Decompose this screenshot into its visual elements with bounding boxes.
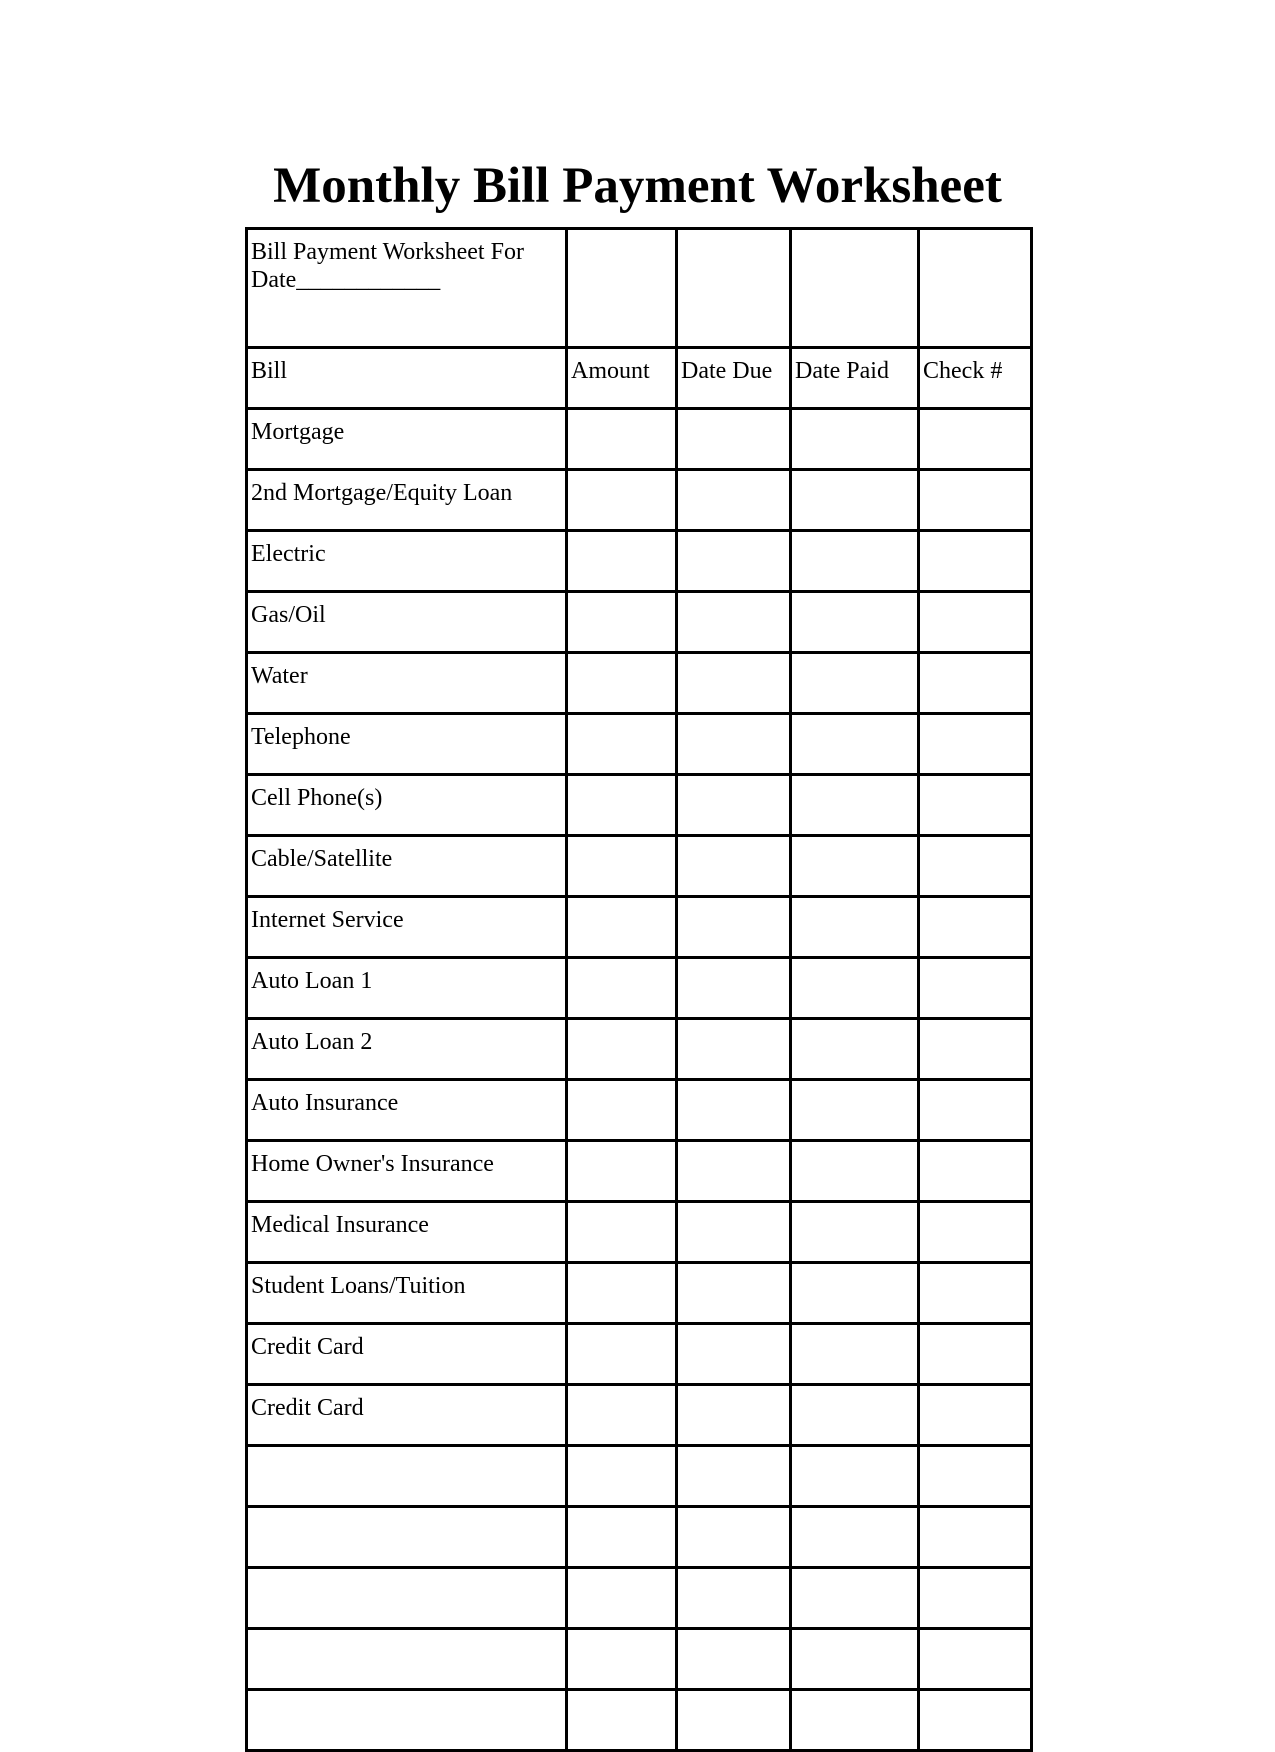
amount-cell[interactable]: [567, 470, 677, 531]
check-number-cell[interactable]: [919, 897, 1032, 958]
bill-row: [247, 409, 1032, 470]
bill-name-cell[interactable]: Electric: [247, 531, 567, 592]
bill-row: [247, 653, 1032, 714]
amount-cell[interactable]: [567, 1324, 677, 1385]
amount-cell[interactable]: [567, 531, 677, 592]
bill-name-cell[interactable]: Credit Card: [247, 1324, 567, 1385]
amount-cell[interactable]: [567, 1263, 677, 1324]
amount-cell[interactable]: [567, 714, 677, 775]
bill-name-cell[interactable]: Credit Card: [247, 1385, 567, 1446]
bill-row: [247, 592, 1032, 653]
blank-cell[interactable]: [567, 229, 677, 348]
bill-name-cell[interactable]: Telephone: [247, 714, 567, 775]
check-number-cell[interactable]: [919, 592, 1032, 653]
bill-name-cell[interactable]: Medical Insurance: [247, 1202, 567, 1263]
worksheet-info-cell[interactable]: [247, 229, 567, 348]
bill-row: [247, 1202, 1032, 1263]
amount-cell[interactable]: [567, 836, 677, 897]
date-paid-cell[interactable]: [791, 1019, 919, 1080]
amount-cell[interactable]: [567, 653, 677, 714]
bill-name-cell[interactable]: [247, 1507, 567, 1568]
bill-name-cell[interactable]: Cell Phone(s): [247, 775, 567, 836]
date-paid-cell[interactable]: [791, 1507, 919, 1568]
date-due-cell[interactable]: [677, 1263, 791, 1324]
bill-name-cell[interactable]: Water: [247, 653, 567, 714]
date-paid-cell[interactable]: [791, 1263, 919, 1324]
date-paid-cell[interactable]: [791, 1446, 919, 1507]
column-header-bill: Bill: [247, 348, 567, 409]
bill-row: [247, 1629, 1032, 1690]
bill-name-cell[interactable]: Auto Insurance: [247, 1080, 567, 1141]
amount-cell[interactable]: [567, 1507, 677, 1568]
date-paid-cell[interactable]: [791, 470, 919, 531]
bill-name-cell[interactable]: Auto Loan 1: [247, 958, 567, 1019]
date-paid-cell[interactable]: [791, 1629, 919, 1690]
blank-cell[interactable]: [791, 229, 919, 348]
date-paid-cell[interactable]: [791, 1141, 919, 1202]
check-number-cell[interactable]: [919, 775, 1032, 836]
date-paid-cell[interactable]: [791, 1202, 919, 1263]
date-due-cell[interactable]: [677, 531, 791, 592]
bill-name-cell[interactable]: [247, 1568, 567, 1629]
amount-cell[interactable]: [567, 1080, 677, 1141]
date-paid-cell[interactable]: [791, 592, 919, 653]
bill-row: [247, 1507, 1032, 1568]
bill-name-cell[interactable]: Internet Service: [247, 897, 567, 958]
date-due-cell[interactable]: [677, 1568, 791, 1629]
bill-row: [247, 1568, 1032, 1629]
column-header-date-due: Date Due: [677, 348, 791, 409]
date-paid-cell[interactable]: [791, 1080, 919, 1141]
column-header-row: [247, 348, 1032, 409]
date-paid-cell[interactable]: [791, 1690, 919, 1751]
bill-name-cell[interactable]: [247, 1446, 567, 1507]
amount-cell[interactable]: [567, 897, 677, 958]
bill-name-cell[interactable]: [247, 1690, 567, 1751]
amount-cell[interactable]: [567, 1690, 677, 1751]
bill-name-cell[interactable]: [247, 1629, 567, 1690]
date-due-cell[interactable]: [677, 1080, 791, 1141]
worksheet-for-label: Bill Payment Worksheet For: [251, 239, 524, 265]
amount-cell[interactable]: [567, 1019, 677, 1080]
bill-name-cell[interactable]: Home Owner's Insurance: [247, 1141, 567, 1202]
date-due-cell[interactable]: [677, 653, 791, 714]
bill-row: [247, 775, 1032, 836]
check-number-cell[interactable]: [919, 1141, 1032, 1202]
bill-row: [247, 1263, 1032, 1324]
check-number-cell[interactable]: [919, 714, 1032, 775]
date-due-cell[interactable]: [677, 1202, 791, 1263]
bill-payment-table: [245, 227, 1033, 1752]
check-number-cell[interactable]: [919, 653, 1032, 714]
bill-row: [247, 1141, 1032, 1202]
page-title: Monthly Bill Payment Worksheet: [273, 158, 1002, 214]
amount-cell[interactable]: [567, 1629, 677, 1690]
check-number-cell[interactable]: [919, 1690, 1032, 1751]
bill-name-cell[interactable]: 2nd Mortgage/Equity Loan: [247, 470, 567, 531]
column-header-check-number: Check #: [919, 348, 1032, 409]
date-paid-cell[interactable]: [791, 897, 919, 958]
column-header-date-paid: Date Paid: [791, 348, 919, 409]
date-due-cell[interactable]: [677, 1019, 791, 1080]
check-number-cell[interactable]: [919, 836, 1032, 897]
date-due-cell[interactable]: [677, 775, 791, 836]
check-number-cell[interactable]: [919, 1202, 1032, 1263]
date-due-cell[interactable]: [677, 1690, 791, 1751]
bill-row: [247, 1324, 1032, 1385]
bill-row: [247, 897, 1032, 958]
blank-cell[interactable]: [919, 229, 1032, 348]
amount-cell[interactable]: [567, 1202, 677, 1263]
bill-name-cell[interactable]: Gas/Oil: [247, 592, 567, 653]
amount-cell[interactable]: [567, 958, 677, 1019]
date-paid-cell[interactable]: [791, 1385, 919, 1446]
date-paid-cell[interactable]: [791, 714, 919, 775]
date-due-cell[interactable]: [677, 409, 791, 470]
amount-cell[interactable]: [567, 1141, 677, 1202]
date-paid-cell[interactable]: [791, 836, 919, 897]
date-due-cell[interactable]: [677, 1324, 791, 1385]
bill-name-cell[interactable]: Cable/Satellite: [247, 836, 567, 897]
bill-name-cell[interactable]: Mortgage: [247, 409, 567, 470]
bill-row: [247, 714, 1032, 775]
check-number-cell[interactable]: [919, 1385, 1032, 1446]
date-paid-cell[interactable]: [791, 958, 919, 1019]
bill-row: [247, 470, 1032, 531]
date-due-cell[interactable]: [677, 1507, 791, 1568]
amount-cell[interactable]: [567, 1568, 677, 1629]
date-paid-cell[interactable]: [791, 653, 919, 714]
amount-cell[interactable]: [567, 592, 677, 653]
bill-row: [247, 836, 1032, 897]
check-number-cell[interactable]: [919, 1507, 1032, 1568]
worksheet-info-row: [247, 229, 1032, 348]
date-due-cell[interactable]: [677, 958, 791, 1019]
check-number-cell[interactable]: [919, 409, 1032, 470]
bill-row: [247, 1385, 1032, 1446]
bill-name-cell[interactable]: Student Loans/Tuition: [247, 1263, 567, 1324]
date-due-cell[interactable]: [677, 714, 791, 775]
date-due-cell[interactable]: [677, 592, 791, 653]
check-number-cell[interactable]: [919, 1080, 1032, 1141]
date-due-cell[interactable]: [677, 1629, 791, 1690]
check-number-cell[interactable]: [919, 531, 1032, 592]
date-due-cell[interactable]: [677, 1385, 791, 1446]
date-field-label: Date____________: [251, 267, 441, 293]
bill-name-cell[interactable]: Auto Loan 2: [247, 1019, 567, 1080]
bill-row: [247, 1690, 1032, 1751]
check-number-cell[interactable]: [919, 958, 1032, 1019]
amount-cell[interactable]: [567, 1385, 677, 1446]
check-number-cell[interactable]: [919, 1019, 1032, 1080]
check-number-cell[interactable]: [919, 470, 1032, 531]
bill-row: [247, 531, 1032, 592]
date-paid-cell[interactable]: [791, 1568, 919, 1629]
check-number-cell[interactable]: [919, 1568, 1032, 1629]
date-paid-cell[interactable]: [791, 409, 919, 470]
date-due-cell[interactable]: [677, 897, 791, 958]
bill-row: [247, 1446, 1032, 1507]
date-due-cell[interactable]: [677, 836, 791, 897]
date-paid-cell[interactable]: [791, 775, 919, 836]
date-due-cell[interactable]: [677, 470, 791, 531]
amount-cell[interactable]: [567, 775, 677, 836]
check-number-cell[interactable]: [919, 1629, 1032, 1690]
check-number-cell[interactable]: [919, 1263, 1032, 1324]
blank-cell[interactable]: [677, 229, 791, 348]
date-paid-cell[interactable]: [791, 1324, 919, 1385]
bill-row: [247, 1080, 1032, 1141]
date-paid-cell[interactable]: [791, 531, 919, 592]
date-due-cell[interactable]: [677, 1141, 791, 1202]
check-number-cell[interactable]: [919, 1446, 1032, 1507]
bill-row: [247, 1019, 1032, 1080]
amount-cell[interactable]: [567, 409, 677, 470]
bill-row: [247, 958, 1032, 1019]
column-header-amount: Amount: [567, 348, 677, 409]
amount-cell[interactable]: [567, 1446, 677, 1507]
check-number-cell[interactable]: [919, 1324, 1032, 1385]
date-due-cell[interactable]: [677, 1446, 791, 1507]
